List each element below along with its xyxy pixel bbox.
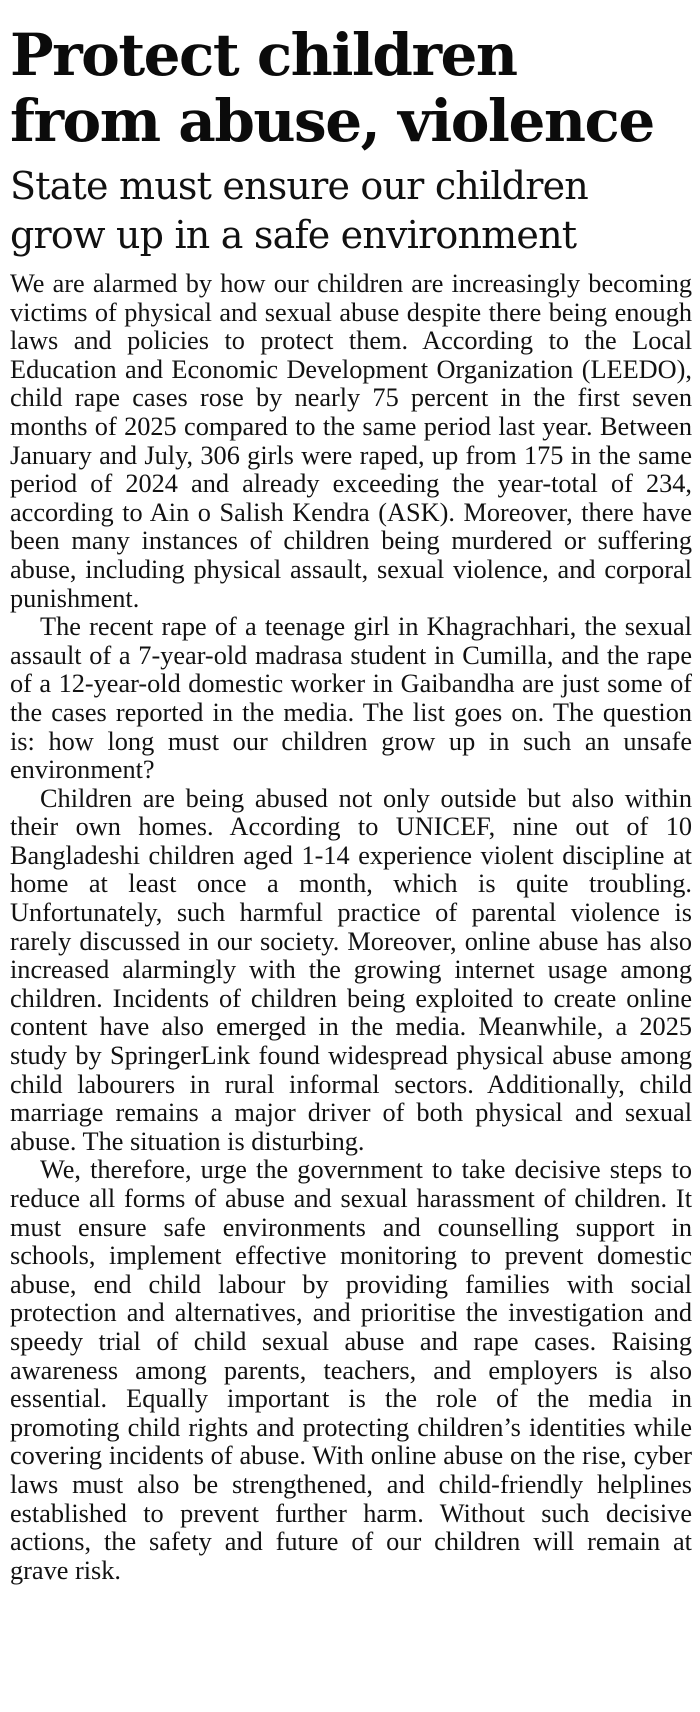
paragraph-2: The recent rape of a teenage girl in Khagrachhari, the sexual assault of a 7-year-old madrasa student in Cumilla, and the rape of a 12-year-old domestic worker in Gaibandha are just some of the cases reported in the media. The list goes on. The question is: how long must our children grow up in such an unsafe environment? [10,612,692,785]
headline-line-1: Protect children [10,21,517,89]
paragraph-4: We, therefore, urge the government to take decisive steps to reduce all forms of abuse and sexual harassment of children. It must ensure safe environments and counselling support in schools, implement effective monitoring to prevent domestic abuse, end child labour by providing families with social protection and alternatives, and prioritise the investigation and speedy trial of child sexual abuse and rape cases. Raising awareness among parents, teachers, and employers is also essential. Equally important is the role of the media in promoting child rights and protecting children’s identities while covering incidents of abuse. With online abuse on the rise, cyber laws must also be strengthened, and child-friendly helplines established to prevent further harm. Without such decisive actions, the safety and future of our children will remain at grave risk. [10,1155,692,1585]
editorial-article [10,22,692,1585]
subheadline-line-1: State must ensure our children [10,164,588,208]
article-body [10,270,692,1585]
subheadline [10,162,692,260]
paragraph-1: We are alarmed by how our children are increasingly becoming victims of physical and sexual abuse despite there being enough laws and policies to protect them. According to the Local Education and Economic Development Organization (LEEDO), child rape cases rose by nearly 75 percent in the first seven months of 2025 compared to the same period last year. Between January and July, 306 girls were raped, up from 175 in the same period of 2024 and already exceeding the year-total of 234, according to Ain o Salish Kendra (ASK). Moreover, there have been many instances of children being murdered or suffering abuse, including physical assault, sexual violence, and corporal punishment. [10,269,692,613]
headline-line-2: from abuse, violence [10,87,654,155]
paragraph-3: Children are being abused not only outside but also within their own homes. According to UNICEF, nine out of 10 Bangladeshi children aged 1-14 experience violent discipline at home at least once a month, which is quite troubling. Unfortunately, such harmful practice of parental violence is rarely discussed in our society. Moreover, online abuse has also increased alarmingly with the growing internet usage among children. Incidents of children being exploited to create online content have also emerged in the media. Meanwhile, a 2025 study by SpringerLink found widespread physical abuse among child labourers in rural informal sectors. Additionally, child marriage remains a major driver of both physical and sexual abuse. The situation is disturbing. [10,783,692,1156]
subheadline-line-2: grow up in a safe environment [10,213,577,257]
headline [10,22,692,154]
